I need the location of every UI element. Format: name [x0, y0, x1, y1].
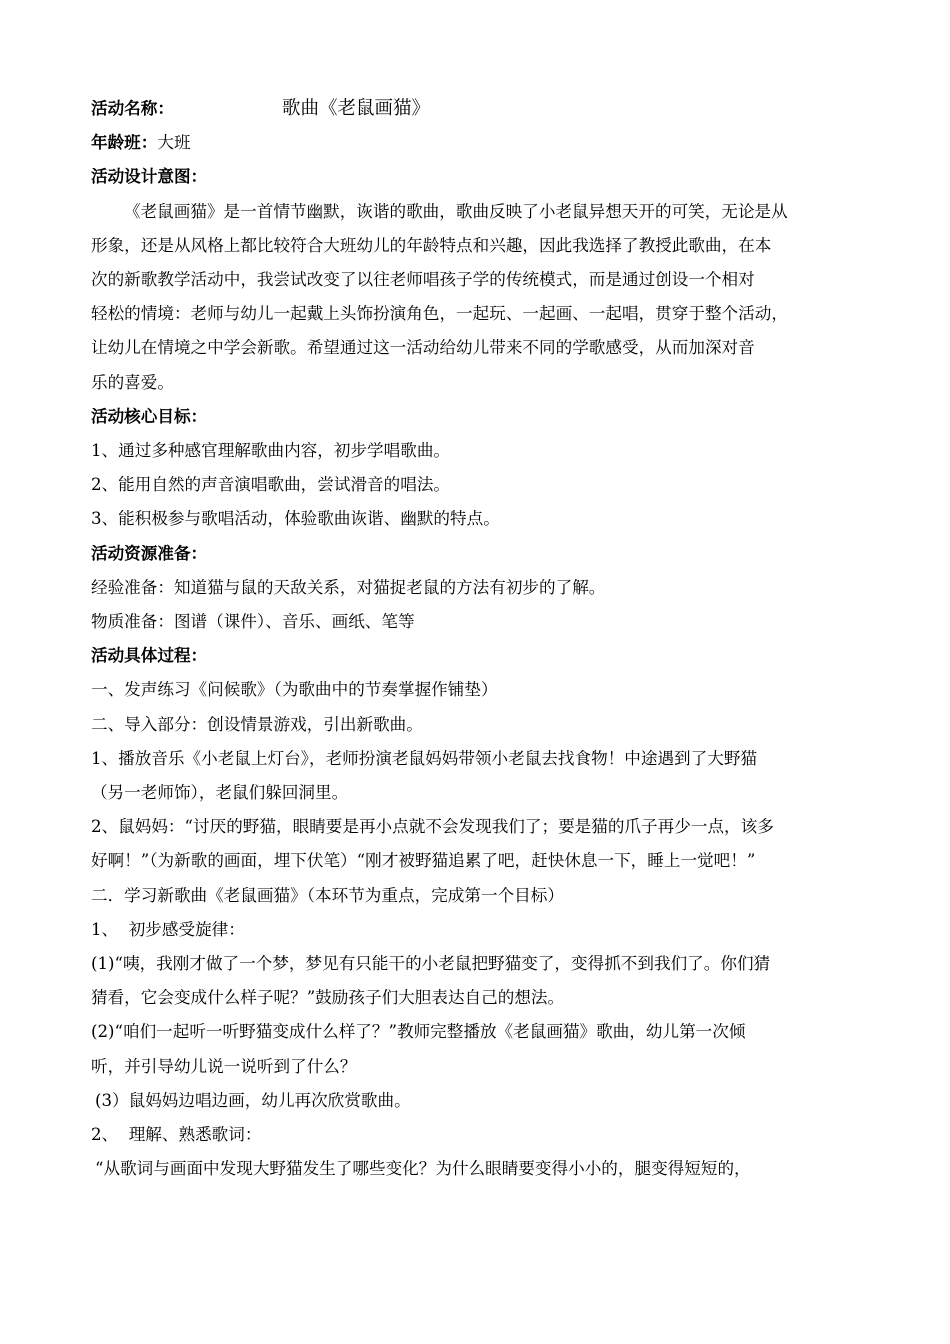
age-row	[91, 126, 863, 160]
document-body	[91, 92, 863, 1187]
process-line: 一、发声练习《问候歌》（为歌曲中的节奏掌握作铺垫）	[91, 680, 498, 700]
process-line: 听，并引导幼儿说一说听到了什么？	[91, 1056, 357, 1076]
process-line: “从歌词与画面中发现大野猫发生了哪些变化？为什么眼睛要变得小小的，腿变得短短的，	[95, 1159, 751, 1179]
process-line: 猜看，它会变成什么样子呢？”鼓励孩子们大胆表达自己的想法。	[91, 988, 565, 1008]
activity-name-label: 活动名称：	[91, 99, 174, 118]
design-line: 让幼儿在情境之中学会新歌。希望通过这一活动给幼儿带来不同的学歌感受，从而加深对音	[91, 338, 755, 358]
process-line: 1、播放音乐《小老鼠上灯台》，老师扮演老鼠妈妈带领小老鼠去找食物！中途遇到了大野猫	[91, 748, 758, 768]
resources-heading: 活动资源准备：	[91, 543, 208, 563]
goal-item: 2、能用自然的声音演唱歌曲，尝试滑音的唱法。	[91, 475, 451, 495]
activity-name-row	[91, 92, 863, 126]
process-line: （另一老师饰），老鼠们躲回洞里。	[91, 783, 349, 803]
design-line: 《老鼠画猫》是一首情节幽默，诙谐的歌曲，歌曲反映了小老鼠异想天开的可笑，无论是从	[124, 201, 788, 221]
process-line: (1)“咦，我刚才做了一个梦，梦见有只能干的小老鼠把野猫变了，变得抓不到我们了。你们猜	[91, 954, 771, 974]
goal-item: 3、能积极参与歌唱活动，体验歌曲诙谐、幽默的特点。	[91, 509, 500, 529]
goals-heading: 活动核心目标：	[91, 406, 208, 426]
design-heading: 活动设计意图：	[91, 167, 208, 187]
age-value: 大班	[157, 133, 191, 153]
resource-item: 物质准备：图谱（课件）、音乐、画纸、笔等	[91, 612, 415, 632]
goal-item: 1、通过多种感官理解歌曲内容，初步学唱歌曲。	[91, 441, 451, 461]
age-label: 年龄班：	[91, 133, 158, 153]
process-line: 2、鼠妈妈：“讨厌的野猫，眼睛要是再小点就不会发现我们了；要是猫的爪子再少一点，该多	[91, 817, 774, 837]
design-line: 形象，还是从风格上都比较符合大班幼儿的年龄特点和兴趣，因此我选择了教授此歌曲，在本	[91, 235, 772, 255]
process-line: 二、导入部分：创设情景游戏，引出新歌曲。	[91, 714, 423, 734]
process-heading: 活动具体过程：	[91, 646, 208, 666]
design-line: 乐的喜爱。	[91, 372, 174, 392]
process-line: (3）鼠妈妈边唱边画，幼儿再次欣赏歌曲。	[95, 1090, 411, 1110]
design-line: 轻松的情境：老师与幼儿一起戴上头饰扮演角色，一起玩、一起画、一起唱，贯穿于整个活动，	[91, 304, 788, 324]
process-line: (2)“咱们一起听一听野猫变成什么样了？”教师完整播放《老鼠画猫》歌曲，幼儿第一次倾	[91, 1022, 746, 1042]
design-line: 次的新歌教学活动中，我尝试改变了以往老师唱孩子学的传统模式，而是通过创设一个相对	[91, 270, 755, 290]
activity-name-value: 歌曲《老鼠画猫》	[282, 98, 431, 119]
process-line: 二．学习新歌曲《老鼠画猫》（本环节为重点，完成第一个目标）	[91, 885, 564, 905]
process-line: 好啊！”（为新歌的画面，埋下伏笔）“刚才被野猫追累了吧，赶快休息一下，睡上一觉吧！”	[91, 851, 756, 871]
resource-item: 经验准备：知道猫与鼠的天敌关系，对猫捉老鼠的方法有初步的了解。	[91, 577, 606, 597]
process-line: 1、 初步感受旋律：	[91, 919, 245, 939]
process-line: 2、 理解、熟悉歌词：	[91, 1125, 262, 1145]
